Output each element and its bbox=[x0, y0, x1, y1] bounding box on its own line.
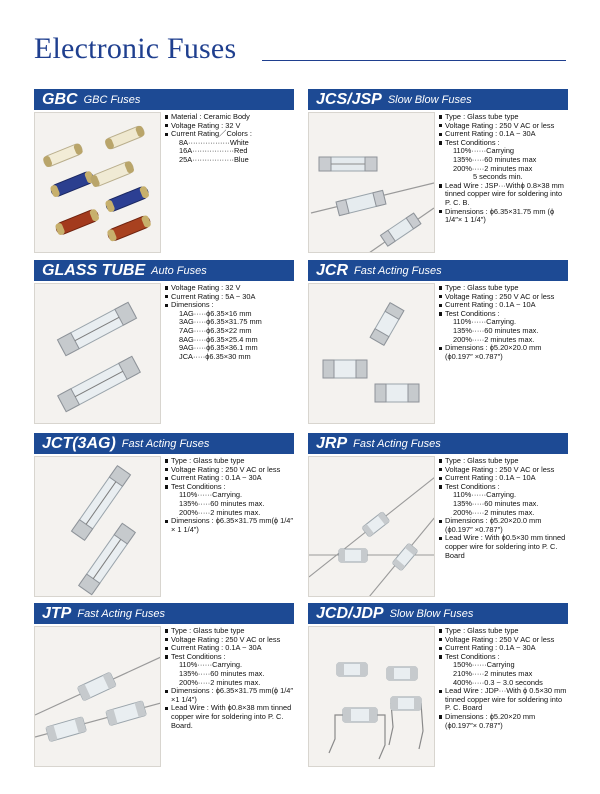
spec-item: Voltage Rating : 250 V AC or less bbox=[439, 293, 569, 302]
spec-item: Current Rating : 0.1A ~ 30A bbox=[165, 474, 295, 483]
spec-subitem: 200%·····2 minutes max. bbox=[179, 507, 261, 517]
spec-subitem: 210%·····2 minutes max bbox=[453, 668, 533, 678]
spec-item: Voltage Rating : 250 V AC or less bbox=[165, 466, 295, 475]
jcd-jdp-fuses-photo bbox=[308, 626, 435, 767]
spec-subitem: 110%······Carrying. bbox=[179, 490, 243, 500]
spec-item: Test Conditions : bbox=[439, 139, 569, 148]
spec-item: Dimensions : bbox=[165, 301, 295, 310]
spec-subitem: 110%······Carrying bbox=[453, 146, 515, 156]
jcs-jsp-fuses-photo bbox=[308, 112, 435, 253]
spec-subitem: 1AG·····ϕ6.35×16 mm bbox=[179, 308, 252, 318]
spec-subitem: 9AG·····ϕ6.35×36.1 mm bbox=[179, 343, 258, 353]
spec-item: Current Rating : 0.1A ~ 30A bbox=[439, 130, 569, 139]
spec-item: Current Rating : 5A ~ 30A bbox=[165, 293, 295, 302]
spec-subitem: 3AG·····ϕ6.35×31.75 mm bbox=[179, 317, 262, 327]
spec-item: Lead Wire : JSP···Withϕ 0.8×38 mm tinned copper wire for soldering into P. C. B. bbox=[439, 182, 569, 208]
spec-item: Current Rating : 0.1A ~ 10A bbox=[439, 474, 569, 483]
spec-item: Voltage Rating : 250 V AC or less bbox=[439, 466, 569, 475]
section-subtitle: Fast Acting Fuses bbox=[353, 437, 441, 450]
spec-list bbox=[439, 457, 569, 560]
spec-item: Voltage Rating : 250 V AC or less bbox=[165, 636, 295, 645]
spec-subitem: 135%·····60 minutes max bbox=[453, 154, 537, 164]
section-code: JCD/JDP bbox=[316, 604, 384, 622]
spec-item: Type : Glass tube type bbox=[165, 457, 295, 466]
spec-subitem: 400%·····0.3 ~ 3.0 seconds bbox=[453, 677, 543, 687]
section-code: JCR bbox=[316, 261, 349, 279]
section-header bbox=[308, 603, 568, 624]
spec-subitem: 7AG·····ϕ6.35×22 mm bbox=[179, 325, 252, 335]
section-subtitle: Fast Acting Fuses bbox=[77, 607, 165, 620]
spec-item: Type : Glass tube type bbox=[439, 284, 569, 293]
spec-item: Dimensions : ϕ6.35×31.75 mm(ϕ 1/4″ × 1 1/4″) bbox=[165, 517, 295, 534]
spec-list bbox=[165, 457, 295, 534]
section-header bbox=[308, 433, 568, 454]
spec-subitem: 135%·····60 minutes max. bbox=[179, 668, 265, 678]
spec-subitem: 200%·····2 minutes max. bbox=[453, 334, 535, 344]
spec-item: Test Conditions : bbox=[165, 483, 295, 492]
spec-list bbox=[439, 284, 569, 361]
section-jcd-jdp bbox=[308, 603, 568, 769]
section-jcr bbox=[308, 260, 568, 426]
spec-item: Type : Glass tube type bbox=[439, 113, 569, 122]
spec-subitem: 200%·····2 minutes max bbox=[453, 163, 533, 173]
section-jcs-jsp bbox=[308, 89, 568, 255]
spec-item: Test Conditions : bbox=[165, 653, 295, 662]
section-subtitle: Slow Blow Fuses bbox=[389, 607, 474, 620]
section-header bbox=[308, 260, 568, 281]
spec-item: Dimensions : ϕ6.35×31.75 mm(ϕ 1/4″ ×1 1/4″) bbox=[165, 687, 295, 704]
spec-item: Dimensions : ϕ6.35×31.75 mm (ϕ 1/4″× 1 1/4″) bbox=[439, 208, 569, 225]
section-subtitle: GBC Fuses bbox=[83, 93, 141, 106]
spec-subitem: 135%·····60 minutes max. bbox=[453, 325, 539, 335]
spec-subitem: 8A·················White bbox=[179, 137, 249, 147]
spec-subitem: 135%·····60 minutes max. bbox=[453, 498, 539, 508]
spec-subitem: 110%······Carrying. bbox=[179, 660, 243, 670]
section-jtp bbox=[34, 603, 294, 769]
spec-list bbox=[165, 113, 295, 165]
section-header bbox=[34, 603, 294, 624]
section-code: JTP bbox=[42, 604, 72, 622]
spec-item: Current Rating : 0.1A ~ 10A bbox=[439, 301, 569, 310]
spec-item: Voltage Rating : 32 V bbox=[165, 122, 295, 131]
section-header bbox=[34, 260, 294, 281]
spec-subitem: 110%······Carrying. bbox=[453, 490, 517, 500]
spec-item: Material : Ceramic Body bbox=[165, 113, 295, 122]
spec-subitem: 25A·················Blue bbox=[179, 154, 249, 164]
glass-tube-fuses-photo bbox=[34, 283, 161, 424]
spec-item: Voltage Rating : 250 V AC or less bbox=[439, 636, 569, 645]
section-subtitle: Fast Acting Fuses bbox=[354, 264, 442, 277]
section-code: JCS/JSP bbox=[316, 90, 382, 108]
spec-item: Test Conditions : bbox=[439, 483, 569, 492]
section-code: JRP bbox=[316, 434, 348, 452]
spec-item: Lead Wire : With ϕ0.5×30 mm tinned copper wire for soldering into P. C. Board bbox=[439, 534, 569, 560]
jct-fuses-photo bbox=[34, 456, 161, 597]
section-subtitle: Slow Blow Fuses bbox=[387, 93, 472, 106]
section-jrp bbox=[308, 433, 568, 599]
section-code: JCT(3AG) bbox=[42, 434, 116, 452]
spec-list bbox=[439, 627, 569, 730]
spec-item: Current Rating／Colors : bbox=[165, 130, 295, 139]
spec-item: Lead Wire : With ϕ0.8×38 mm tinned copper wire for soldering into P. C. Board. bbox=[165, 704, 295, 730]
spec-subitem: 200%·····2 minutes max. bbox=[453, 507, 535, 517]
section-header bbox=[34, 433, 294, 454]
section-code: GBC bbox=[42, 90, 78, 108]
spec-list bbox=[439, 113, 569, 225]
page-title: Electronic Fuses bbox=[34, 32, 237, 65]
spec-item: Voltage Rating : 250 V AC or less bbox=[439, 122, 569, 131]
spec-subitem: 150%······Carrying bbox=[453, 660, 515, 670]
spec-list bbox=[165, 284, 295, 361]
spec-item: Dimensions : ϕ5.20×20 mm (ϕ0.197″× 0.787″) bbox=[439, 713, 569, 730]
section-glass-tube bbox=[34, 260, 294, 426]
section-gbc bbox=[34, 89, 294, 255]
spec-item: Voltage Rating : 32 V bbox=[165, 284, 295, 293]
spec-subitem: 16A·················Red bbox=[179, 146, 248, 156]
section-subtitle: Fast Acting Fuses bbox=[121, 437, 210, 450]
spec-subitem: 5 seconds min. bbox=[473, 172, 523, 182]
spec-subitem: 200%·····2 minutes max. bbox=[179, 677, 261, 687]
spec-subitem: 110%······Carrying. bbox=[453, 317, 517, 327]
jrp-fuses-photo bbox=[308, 456, 435, 597]
spec-subitem: 8AG·····ϕ6.35×25.4 mm bbox=[179, 334, 258, 344]
section-jct-3ag bbox=[34, 433, 294, 599]
gbc-fuses-photo bbox=[34, 112, 161, 253]
spec-item: Lead Wire : JDP···With ϕ 0.5×30 mm tinned copper wire for soldering into P. C. Board bbox=[439, 687, 569, 713]
section-header bbox=[34, 89, 294, 110]
title-rule bbox=[262, 60, 566, 61]
spec-subitem: 135%·····60 minutes max. bbox=[179, 498, 265, 508]
section-subtitle: Auto Fuses bbox=[151, 264, 207, 277]
spec-item: Type : Glass tube type bbox=[439, 457, 569, 466]
spec-item: Dimensions : ϕ5.20×20.0 mm (ϕ0.197″ ×0.787″) bbox=[439, 344, 569, 361]
spec-item: Type : Glass tube type bbox=[439, 627, 569, 636]
spec-item: Test Conditions : bbox=[439, 310, 569, 319]
spec-subitem: JCA·····ϕ6.35×30 mm bbox=[179, 351, 251, 361]
section-header bbox=[308, 89, 568, 110]
spec-item: Current Rating : 0.1A ~ 30A bbox=[439, 644, 569, 653]
section-code: GLASS TUBE bbox=[42, 261, 146, 279]
spec-item: Test Conditions : bbox=[439, 653, 569, 662]
spec-list bbox=[165, 627, 295, 730]
spec-item: Type : Glass tube type bbox=[165, 627, 295, 636]
jcr-fuses-photo bbox=[308, 283, 435, 424]
spec-item: Current Rating : 0.1A ~ 30A bbox=[165, 644, 295, 653]
jtp-fuses-photo bbox=[34, 626, 161, 767]
spec-item: Dimensions : ϕ5.20×20.0 mm (ϕ0.197″ ×0.787″) bbox=[439, 517, 569, 534]
